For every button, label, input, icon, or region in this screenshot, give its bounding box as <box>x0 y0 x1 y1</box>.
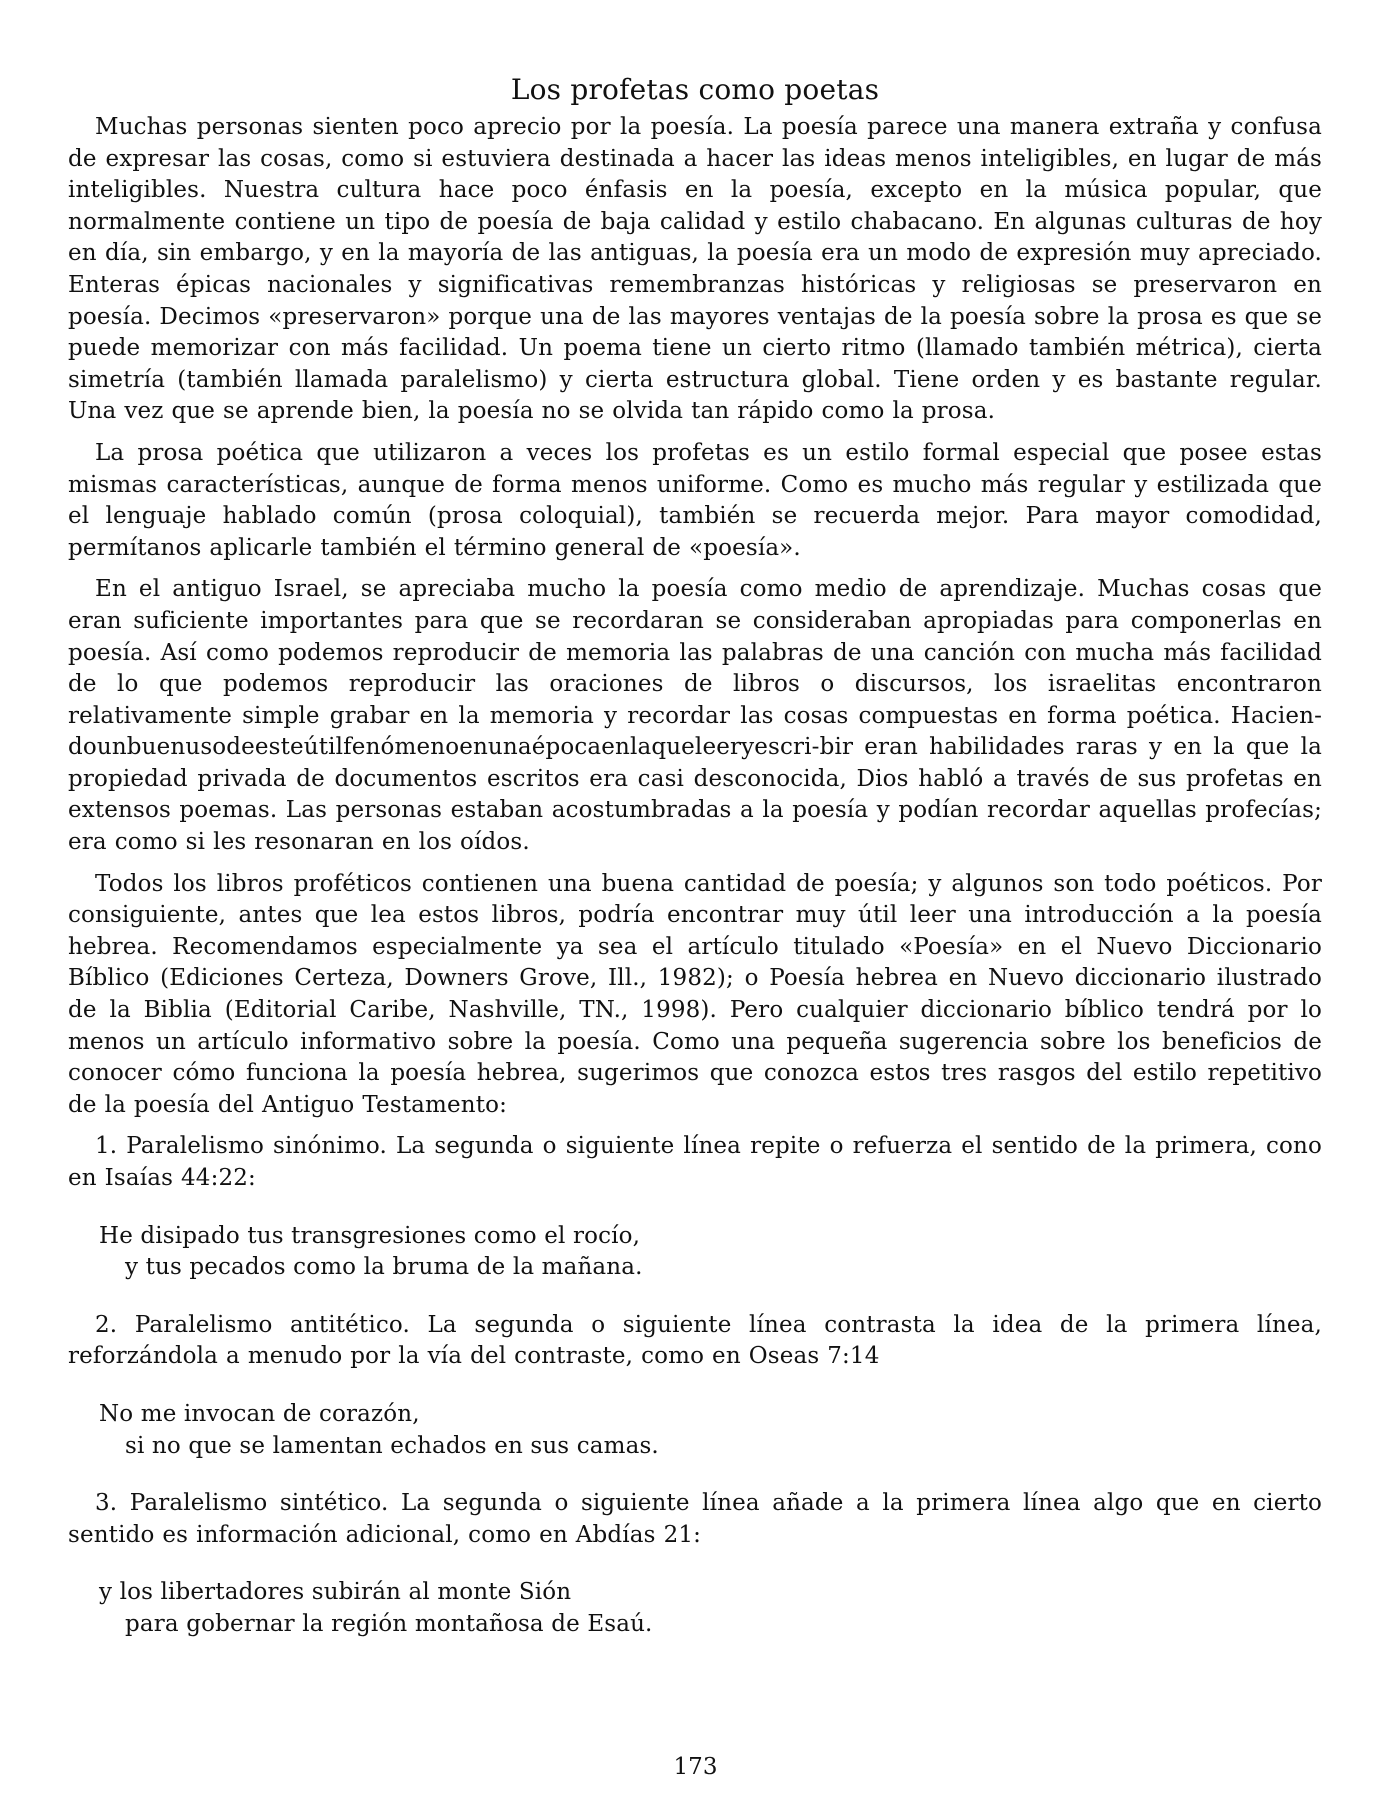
document-page <box>68 70 1322 1667</box>
paragraph-poetic-prose: La prosa poética que utilizaron a veces los profetas es un estilo formal especial que posee estas mismas características, aunque de forma menos uniforme. Como es mucho más regular y estilizada que el lenguaje hablado común (prosa coloquial), también se recuerda mejor. Para mayor comodidad, permítanos aplicarle también el término general de «poesía». <box>68 439 1322 561</box>
page-title: Los profetas como poetas <box>510 73 880 106</box>
verse-line: He disipado tus transgresiones como el rocío, <box>99 1222 641 1249</box>
parallelism-synonymous: 1. Paralelismo sinónimo. La segunda o siguiente línea repite o refuerza el sentido de la primera, cono en Isaías 44:22: <box>68 1133 1322 1191</box>
parallelism-synthetic: 3. Paralelismo sintético. La segunda o siguiente línea añade a la primera línea algo que en cierto sentido es información adicional, como en Abdías 21: <box>68 1490 1322 1548</box>
verse-line: y los libertadores subirán al monte Sión <box>99 1579 572 1606</box>
page-number: 173 <box>673 1754 718 1780</box>
verse-line: si no que se lamentan echados en sus camas. <box>125 1432 659 1459</box>
parallelism-antithetic: 2. Paralelismo antitético. La segunda o siguiente línea contrasta la idea de la primera línea, reforzándola a menudo por la vía del contraste, como en Oseas 7:14 <box>68 1311 1322 1370</box>
verse-line: No me invocan de corazón, <box>99 1400 420 1427</box>
verse-line: para gobernar la región montañosa de Esaú. <box>125 1610 653 1637</box>
verse-line: y tus pecados como la bruma de la mañana. <box>125 1254 643 1281</box>
paragraph-prophetic-books: Todos los libros proféticos contienen una buena cantidad de poesía; y algunos son todo poéticos. Por consiguiente, antes que lea estos libros, podría encontrar muy útil leer una introducción a la poesía hebrea. Recomendamos especialmente ya sea el artículo titulado «Poesía» en el Nuevo Diccionario Bíblico (Ediciones Certeza, Downers Grove, Ill., 1982); o Poesía hebrea en Nuevo diccionario ilustrado de la Biblia (Editorial Caribe, Nashville, TN., 1998). Pero cualquier diccionario bíblico tendrá por lo menos un artículo informativo sobre la poesía. Como una pequeña sugerencia sobre los beneficios de conocer cómo funciona la poesía hebrea, sugerimos que conozca estos tres rasgos del estilo repetitivo de la poesía del Antiguo Testamento: <box>68 870 1322 1118</box>
paragraph-intro: Muchas personas sienten poco aprecio por la poesía. La poesía parece una manera extraña y confusa de expresar las cosas, como si estuviera destinada a hacer las ideas menos inteligibles, en lugar de más inteligibles. Nuestra cultura hace poco énfasis en la poesía, excepto en la música popular, que normalmente contiene un tipo de poesía de baja calidad y estilo chabacano. En algunas culturas de hoy en día, sin embargo, y en la mayoría de las antiguas, la poesía era un modo de expresión muy apreciado. Enteras épicas nacionales y significativas remembranzas históricas y religiosas se preservaron en poesía. Decimos «preservaron» porque una de las mayores ventajas de la poesía sobre la prosa es que se puede memorizar con más facilidad. Un poema tiene un cierto ritmo (llamado también métrica), cierta simetría (también llamada paralelismo) y cierta estructura global. Tiene orden y es bastante regular. Una vez que se aprende bien, la poesía no se olvida tan rápido como la prosa. <box>68 114 1322 425</box>
verse-block-isaiah <box>99 1221 1322 1284</box>
paragraph-ancient-israel: En el antiguo Israel, se apreciaba mucho la poesía como medio de aprendizaje. Muchas cosas que eran suficiente importantes para que se recordaran se consideraban apropiadas para componerlas en poesía. Así como podemos reproducir de memoria las palabras de una canción con mucha más facilidad de lo que podemos reproducir las oraciones de libros o discursos, los israelitas encontraron relativamente simple grabar en la memoria y recordar las cosas compuestas en forma poética. Hacien-dounbuenusodeesteútilfenómenoenunaépocaenlaqueleeryescri-bir eran habilidades raras y en la que la propiedad privada de documentos escritos era casi desconocida, Dios habló a través de sus profetas en extensos poemas. Las personas estaban acostumbradas a la poesía y podían recordar aquellas profecías; era como si les resonaran en los oídos. <box>68 576 1322 856</box>
verse-block-hosea <box>99 1399 1322 1462</box>
verse-block-obadiah <box>99 1577 1322 1640</box>
